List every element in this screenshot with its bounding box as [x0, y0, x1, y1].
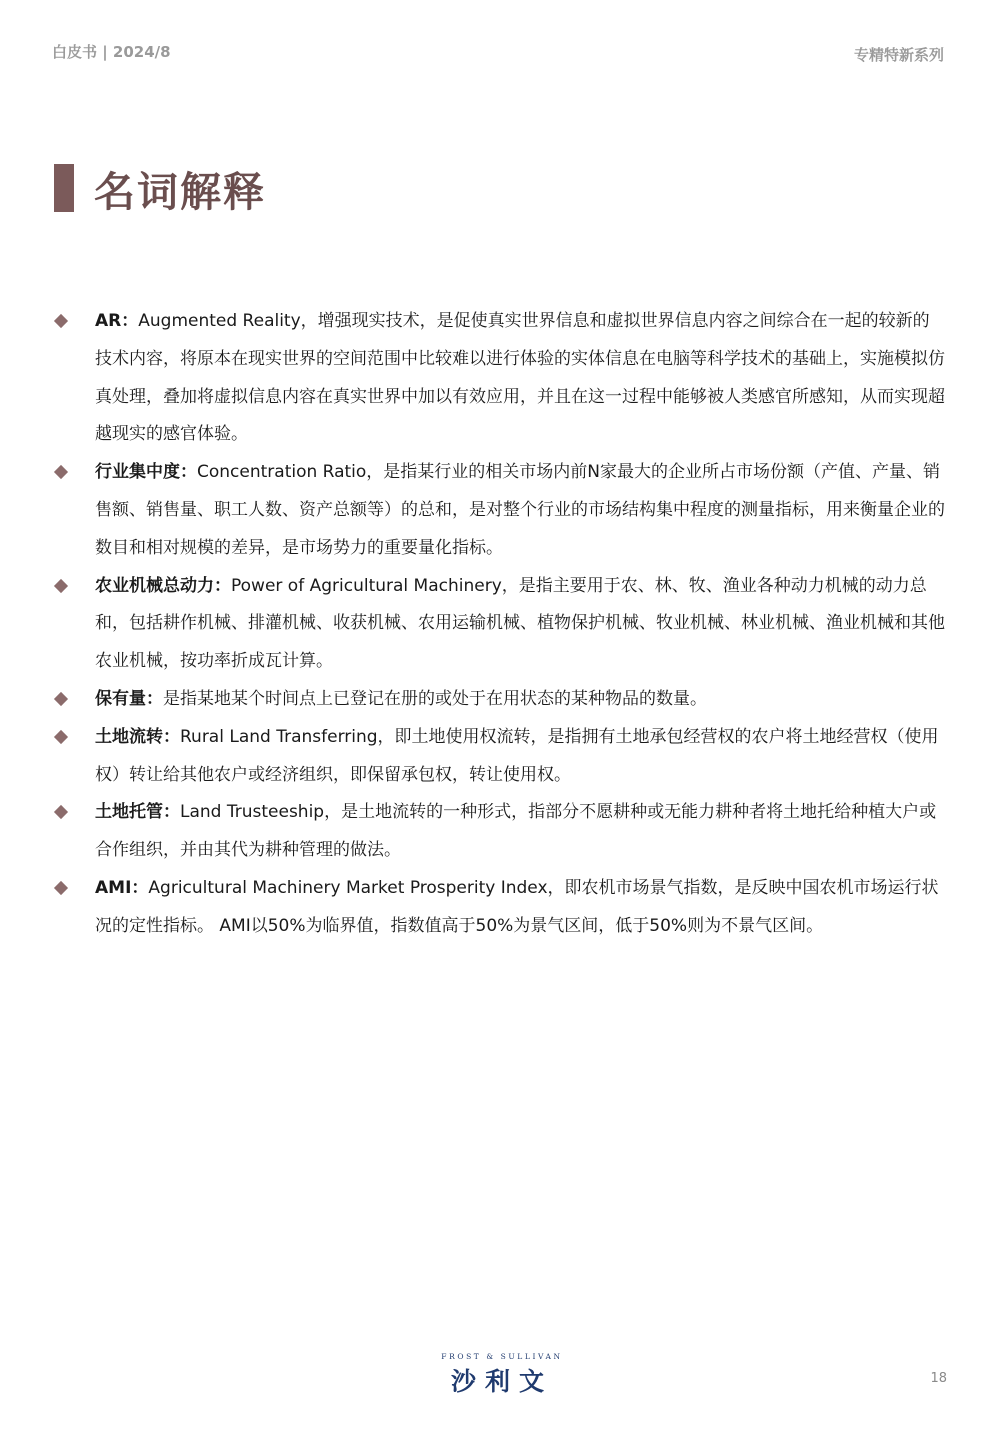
term-definition: Augmented Reality，增强现实技术，是促使真实世界信息和虚拟世界信息内容之间综合在一起的较新的技术内容，将原本在现实世界的空间范围中比较难以进行体验的实体信息在电脑等科学技术的基础上，实施模拟仿真处理，叠加将虚拟信息内容在真实世界中加以有效应用，并且在这一过程中能够被人类感官所感知，从而实现超越现实的感官体验。 [95, 311, 945, 445]
diamond-bullet-icon [54, 465, 68, 479]
glossary-item-ami [54, 870, 946, 946]
term-definition: Agricultural Machinery Market Prosperity Index，即农机市场景气指数，是反映中国农机市场运行状况的定性指标。 AMI以50%为临界值，指数值高于50%为景气区间，低于50%则为不景气区间。 [95, 877, 939, 936]
term-name: 保有量： [95, 688, 163, 709]
page-number: 18 [930, 1371, 947, 1386]
glossary-item-agri-machinery-power [54, 568, 946, 681]
diamond-bullet-icon [54, 805, 68, 819]
page-title: 名词解释 [94, 167, 266, 216]
term-definition: Concentration Ratio，是指某行业的相关市场内前N家最大的企业所占市场份额（产值、产量、销售额、销售量、职工人数、资产总额等）的总和，是对整个行业的市场结构集中程度的测量指标，用来衡量企业的数目和相对规模的差异，是市场势力的重要量化指标。 [95, 462, 945, 558]
term-name: 土地流转： [95, 726, 180, 747]
diamond-bullet-icon [54, 730, 68, 744]
term-definition: 是指某地某个时间点上已登记在册的或处于在用状态的某种物品的数量。 [163, 688, 707, 709]
logo-english-text: FROST & SULLIVAN [441, 1352, 563, 1361]
header-report-label: 白皮书 | 2024/8 [52, 43, 171, 61]
term-name: AR： [95, 311, 139, 331]
glossary-item-concentration-ratio [54, 454, 946, 567]
term-name: 行业集中度： [95, 462, 197, 483]
glossary-item-land-trusteeship [54, 794, 946, 870]
diamond-bullet-icon [54, 692, 68, 706]
glossary-list [54, 303, 946, 946]
term-definition: Power of Agricultural Machinery，是指主要用于农、林、牧、渔业各种动力机械的动力总和，包括耕作机械、排灌机械、收获机械、农用运输机械、植物保护机械、牧业机械、林业机械、渔业机械和其他农业机械，按功率折成瓦计算。 [95, 575, 945, 672]
title-accent-bar [54, 164, 74, 212]
diamond-bullet-icon [54, 314, 68, 328]
diamond-bullet-icon [54, 881, 68, 895]
glossary-item-ownership [54, 681, 946, 719]
diamond-bullet-icon [54, 579, 68, 593]
header-series-label: 专精特新系列 [853, 46, 944, 64]
term-name: 农业机械总动力： [95, 575, 231, 596]
glossary-item-ar [54, 303, 946, 454]
term-definition: Rural Land Transferring，即土地使用权流转，是指拥有土地承包经营权的农户将土地经营权（使用权）转让给其他农户或经济组织，即保留承包权，转让使用权。 [95, 726, 939, 785]
section-heading [54, 163, 266, 216]
term-name: 土地托管： [95, 802, 180, 823]
glossary-item-land-transfer [54, 719, 946, 795]
frost-sullivan-logo [432, 1352, 572, 1398]
term-definition: Land Trusteeship，是土地流转的一种形式，指部分不愿耕种或无能力耕种者将土地托给种植大户或合作组织，并由其代为耕种管理的做法。 [95, 802, 937, 861]
logo-chinese-text: 沙利文 [450, 1367, 553, 1396]
term-name: AMI： [95, 877, 149, 898]
